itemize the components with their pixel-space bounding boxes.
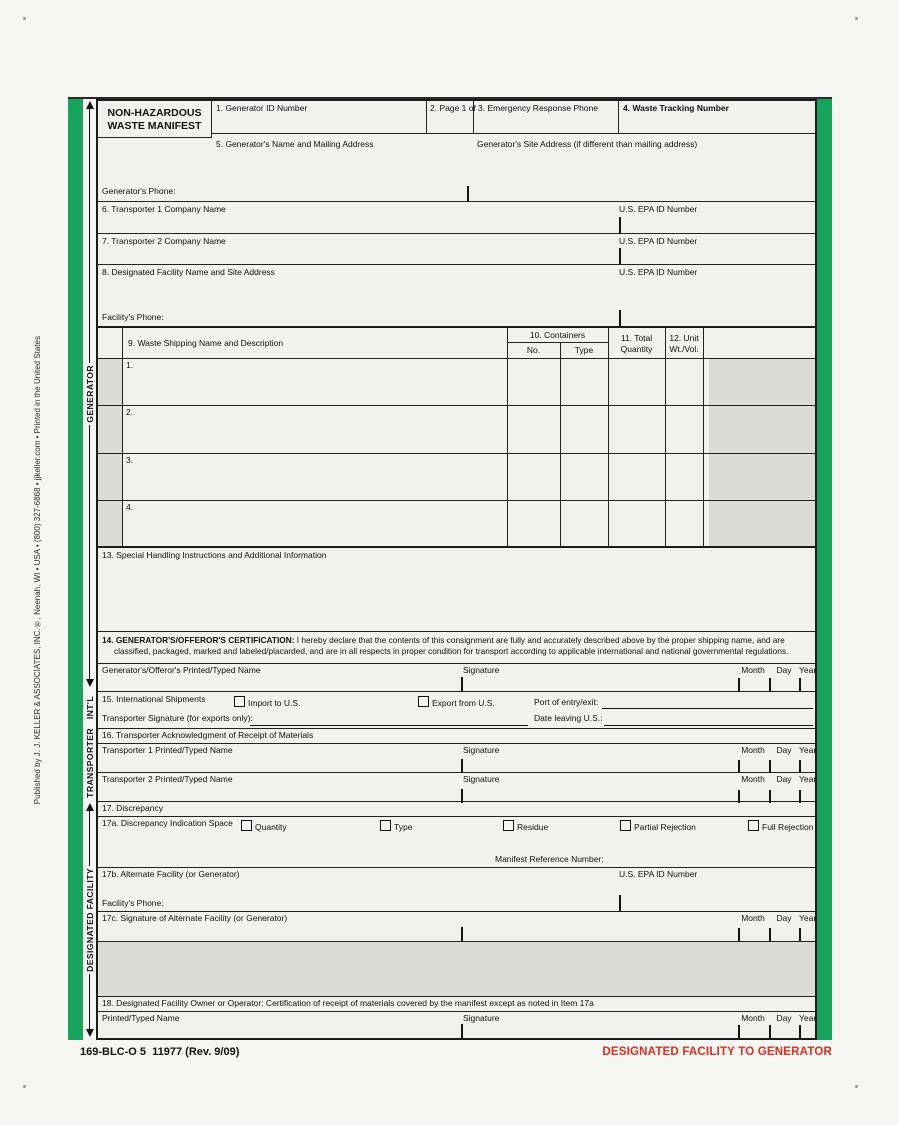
tick-mark: [461, 927, 463, 941]
transporter-ack-section: [98, 728, 815, 801]
col-description-label: 9. Waste Shipping Name and Description: [128, 338, 284, 348]
special-handling-label: 13. Special Handling Instructions and Additional Information: [102, 550, 327, 560]
side-label-intl: INT'L: [84, 695, 95, 720]
month-label: Month: [741, 665, 765, 675]
facility-signature-row[interactable]: [98, 1011, 815, 1038]
discrepancy-label: 17. Discrepancy: [102, 803, 163, 813]
alternate-signature-label: 17c. Signature of Alternate Facility (or Generator): [102, 913, 288, 923]
tick-mark: [738, 1025, 740, 1038]
manifest-form: [68, 99, 832, 1040]
month-label: Month: [741, 913, 765, 923]
alternate-signature-row[interactable]: [98, 911, 815, 941]
date-cells[interactable]: [738, 664, 815, 691]
date-cells[interactable]: [738, 912, 815, 941]
day-label: Day: [776, 1013, 792, 1023]
arrow-down-icon: [86, 679, 94, 687]
day-label: Day: [776, 774, 792, 784]
transporter1-signature-row[interactable]: [98, 743, 815, 773]
date-cells[interactable]: [738, 1012, 815, 1038]
certification-section: [98, 631, 815, 663]
tick-mark: [799, 678, 801, 691]
col-total-label1: 11. Total: [620, 333, 653, 343]
row-number: 2.: [126, 407, 134, 417]
grid-line: [507, 342, 608, 343]
alt-facility-phone-label: Facility's Phone:: [102, 898, 164, 908]
month-label: Month: [741, 774, 765, 784]
col-unit-label2: Wt./Vol.: [669, 344, 699, 354]
arrow-line: [89, 811, 91, 866]
tick-mark: [769, 1025, 771, 1038]
discrepancy-option-residue[interactable]: [503, 820, 548, 831]
col-no-label: No.: [526, 345, 541, 355]
manifest-reference-label: Manifest Reference Number:: [495, 854, 604, 864]
grid-line: [608, 328, 609, 548]
intl-span: [83, 689, 96, 726]
form-body: [96, 99, 817, 1040]
green-bar-left: [68, 99, 83, 1040]
waste-row-1-description[interactable]: [122, 358, 507, 405]
transporter-ack-label: 16. Transporter Acknowledgment of Receipt of Materials: [102, 730, 314, 740]
emergency-phone-label: 3. Emergency Response Phone: [478, 103, 599, 113]
signature-label: Signature: [463, 1013, 500, 1023]
col-type-label: Type: [574, 345, 594, 355]
page-field[interactable]: [427, 101, 474, 134]
arrow-line: [89, 425, 91, 679]
year-label: Year: [799, 774, 817, 784]
generator-id-field[interactable]: [212, 101, 427, 134]
form-title-line1: NON-HAZARDOUS: [107, 107, 202, 119]
signature-label: Signature: [463, 745, 500, 755]
crop-mark: [855, 17, 858, 20]
generator-span: [83, 101, 96, 687]
facility-certification-label: 18. Designated Facility Owner or Operator: Certification of receipt of materials covered by the manifest except as noted in Item 17a: [102, 998, 594, 1008]
type-checkbox[interactable]: [380, 820, 391, 831]
import-checkbox[interactable]: [234, 696, 245, 707]
generator-site-label: Generator's Site Address (if different than mailing address): [477, 139, 698, 149]
publisher-text: Published by J. J. KELLER & ASSOCIATES, INC.®, Neenah, WI • USA • (800) 327-6868 • jjkeller.com • Printed in the United States: [32, 335, 42, 805]
waste-row-3-description[interactable]: [122, 453, 507, 500]
transporter-signature-label: Transporter Signature (for exports only):: [102, 713, 253, 723]
transporter2-signature-row[interactable]: [98, 772, 815, 803]
year-label: Year: [799, 1013, 817, 1023]
waste-table: [98, 326, 815, 548]
date-leaving-label: Date leaving U.S.:: [534, 713, 603, 723]
residue-label: Residue: [517, 821, 549, 832]
generator-signature-row[interactable]: [98, 663, 815, 691]
partial-rejection-label: Partial Rejection: [634, 821, 696, 832]
office-use-band: [98, 941, 815, 996]
partial-rejection-checkbox[interactable]: [620, 820, 631, 831]
tick-mark: [619, 248, 621, 264]
export-option[interactable]: [418, 696, 495, 707]
transporter1-section[interactable]: [98, 201, 815, 233]
date-cells[interactable]: [738, 744, 815, 773]
transporter-signature-line[interactable]: [250, 725, 528, 726]
designated-facility-span: [83, 803, 96, 1037]
col-total-label2: Quantity: [620, 344, 653, 354]
publisher-imprint: [30, 310, 44, 830]
transporter2-label: 7. Transporter 2 Company Name: [102, 236, 226, 246]
crop-mark: [855, 1085, 858, 1088]
grid-line: [560, 342, 561, 548]
tick-mark: [619, 895, 621, 911]
side-label-transporter: TRANSPORTER: [84, 727, 95, 798]
side-label-generator: GENERATOR: [84, 365, 95, 423]
day-label: Day: [776, 913, 792, 923]
year-label: Year: [799, 745, 817, 755]
col-unit-label1: 12. Unit: [669, 333, 699, 343]
copy-distribution-label: DESIGNATED FACILITY TO GENERATOR: [602, 1046, 832, 1058]
discrepancy-section: [98, 801, 815, 867]
epa-id-label: U.S. EPA ID Number: [619, 267, 698, 277]
waste-row-4-description[interactable]: [122, 500, 507, 548]
discrepancy-option-full-rejection[interactable]: [748, 820, 814, 831]
tick-mark: [769, 928, 771, 941]
tick-mark: [461, 759, 463, 773]
day-label: Day: [776, 745, 792, 755]
waste-tracking-label: 4. Waste Tracking Number: [623, 103, 729, 113]
full-rejection-label: Full Rejection: [762, 821, 814, 832]
alternate-facility-label: 17b. Alternate Facility (or Generator): [102, 869, 240, 879]
port-entry-line[interactable]: [602, 708, 813, 709]
crop-mark: [23, 1085, 26, 1088]
certification-bold: 14. GENERATOR'S/OFFEROR'S CERTIFICATION:: [102, 635, 295, 645]
row-number: 1.: [126, 360, 134, 370]
date-cells[interactable]: [738, 773, 815, 803]
green-bar-right: [817, 99, 832, 1040]
transporter2-section[interactable]: [98, 233, 815, 264]
crop-mark: [23, 17, 26, 20]
tick-mark: [461, 677, 463, 691]
transporter-span: [83, 726, 96, 799]
grid-line: [507, 328, 508, 548]
transporter2-printed-name-label: Transporter 2 Printed/Typed Name: [102, 774, 233, 784]
date-leaving-line[interactable]: [604, 725, 813, 726]
form-title-box: [98, 101, 212, 138]
epa-id-label: U.S. EPA ID Number: [619, 236, 698, 246]
full-rejection-checkbox[interactable]: [748, 820, 759, 831]
transporter1-printed-name-label: Transporter 1 Printed/Typed Name: [102, 745, 233, 755]
tick-mark: [799, 928, 801, 941]
facility-certification-section: [98, 996, 815, 1011]
transporter1-label: 6. Transporter 1 Company Name: [102, 204, 226, 214]
arrow-up-icon: [86, 101, 94, 109]
special-handling-section[interactable]: [98, 546, 815, 631]
waste-row-2-description[interactable]: [122, 405, 507, 453]
tick-mark: [467, 186, 469, 201]
year-label: Year: [799, 665, 817, 675]
generator-section[interactable]: [98, 134, 815, 201]
arrow-line: [89, 974, 91, 1029]
international-label: 15. International Shipments: [102, 694, 206, 704]
generator-name-label: 5. Generator's Name and Mailing Address: [216, 139, 374, 149]
row-number: 4.: [126, 502, 134, 512]
divider: [98, 816, 815, 817]
arrow-line: [89, 109, 91, 363]
waste-tracking-field[interactable]: [619, 101, 815, 134]
arrow-up-icon: [86, 803, 94, 811]
certification-text: I hereby declare that the contents of this consignment are fully and accurately described above by the proper shipping name, and are classified, packaged, marked and labeled/placarded, and are in all respects in proper condition for transport according to applicable international and national governmental regulations.: [114, 635, 789, 656]
quantity-label: Quantity: [255, 821, 287, 832]
export-checkbox[interactable]: [418, 696, 429, 707]
alternate-facility-section[interactable]: [98, 867, 815, 911]
discrepancy-option-type[interactable]: [380, 820, 412, 831]
tick-mark: [738, 928, 740, 941]
generator-id-label: 1. Generator ID Number: [216, 103, 308, 113]
tick-mark: [461, 1024, 463, 1038]
tick-mark: [619, 217, 621, 233]
emergency-phone-field[interactable]: [474, 101, 619, 134]
import-label: Import to U.S.: [248, 697, 301, 708]
day-label: Day: [776, 665, 792, 675]
epa-id-label: U.S. EPA ID Number: [619, 869, 698, 879]
residue-checkbox[interactable]: [503, 820, 514, 831]
month-label: Month: [741, 745, 765, 755]
facility-name-label: 8. Designated Facility Name and Site Address: [102, 267, 275, 277]
page-label: 2. Page 1 of: [430, 103, 476, 113]
tick-mark: [769, 678, 771, 691]
col-containers-label: 10. Containers: [529, 330, 586, 340]
import-option[interactable]: [234, 696, 300, 707]
international-section: [98, 691, 815, 728]
year-label: Year: [799, 913, 817, 923]
generator-phone-label: Generator's Phone:: [102, 186, 176, 196]
arrow-down-icon: [86, 1029, 94, 1037]
grid-line: [703, 328, 704, 548]
month-label: Month: [741, 1013, 765, 1023]
epa-id-label: U.S. EPA ID Number: [619, 204, 698, 214]
form-number: 169-BLC-O 5 11977 (Rev. 9/09): [80, 1046, 240, 1058]
port-label: Port of entry/exit:: [534, 697, 599, 707]
grid-line: [665, 328, 666, 548]
signature-label: Signature: [463, 665, 500, 675]
generator-printed-name-label: Generator's/Offeror's Printed/Typed Name: [102, 665, 261, 675]
type-label: Type: [394, 821, 413, 832]
discrepancy-option-quantity[interactable]: [241, 820, 287, 831]
discrepancy-option-partial-rejection[interactable]: [620, 820, 696, 831]
signature-label: Signature: [463, 774, 500, 784]
facility-phone-label: Facility's Phone:: [102, 312, 164, 322]
tick-mark: [738, 678, 740, 691]
export-label: Export from U.S.: [432, 697, 495, 708]
facility-printed-name-label: Printed/Typed Name: [102, 1013, 180, 1023]
row-number: 3.: [126, 455, 134, 465]
side-label-designated-facility: DESIGNATED FACILITY: [84, 868, 95, 972]
copy-route-column: [83, 99, 96, 1040]
designated-facility-section[interactable]: [98, 264, 815, 326]
tick-mark: [619, 310, 621, 326]
quantity-checkbox[interactable]: [241, 820, 252, 831]
tick-mark: [799, 1025, 801, 1038]
discrepancy-indication-label: 17a. Discrepancy Indication Space: [102, 818, 233, 828]
form-title-line2: WASTE MANIFEST: [107, 119, 202, 132]
